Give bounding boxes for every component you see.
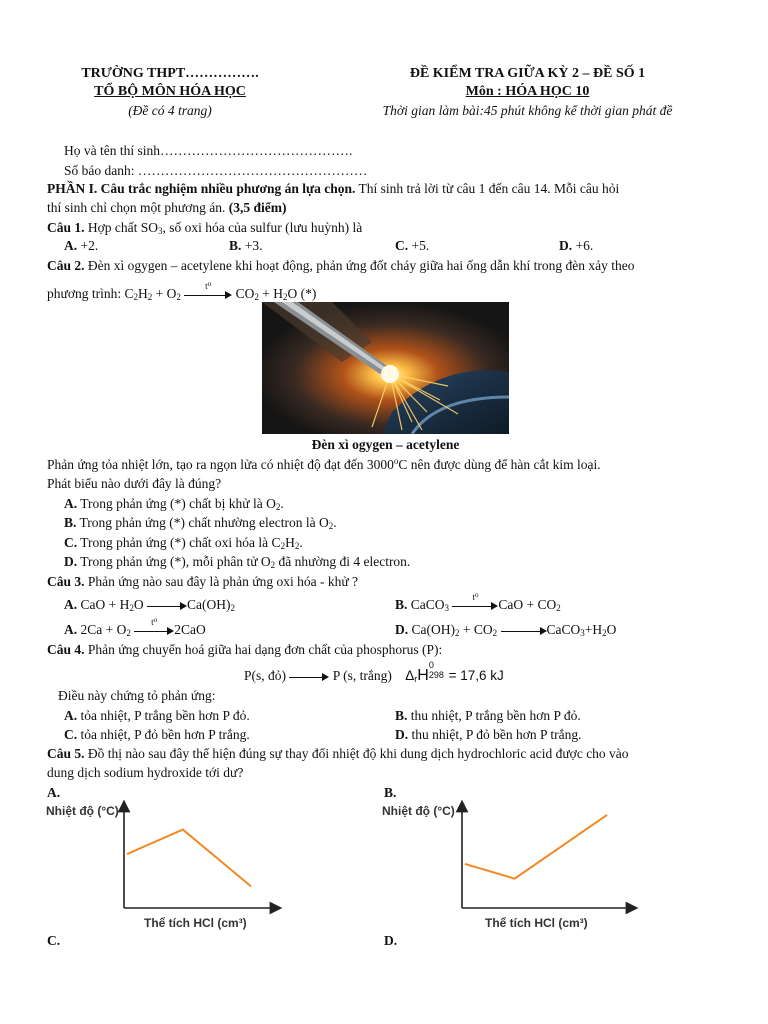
exam-title: ĐỀ KIỂM TRA GIỮA KỲ 2 – ĐỀ SỐ 1 [409,66,646,81]
q5-chart-b[interactable] [380,798,640,933]
school-name: TRƯỜNG THPT……………. [81,66,259,81]
welding-torch-photo [262,302,509,434]
q5-chart-a[interactable] [44,798,284,933]
student-id-line: Số báo danh: …………………………………………… [64,163,368,178]
time-note: Thời gian làm bài:45 phút không kể thời gian phát đề [382,103,673,118]
question-5: Câu 5. Đồ thị nào sau đây thể hiện đúng sự thay đổi nhiệt độ khi dung dịch hydrochloric acid được cho vào [47,746,629,761]
q3-option-c[interactable]: A. $2Ca + O_2$ t⁰ 2CaO [64,616,206,638]
q1-option-b[interactable]: B. +3. [229,238,263,253]
reaction-arrow-icon [147,601,187,611]
q3-option-b[interactable]: B. CaCO$_3$ t⁰ CaO + $CO_2$ [395,591,561,613]
q3-option-a[interactable]: A. CaO + $H_2O$ $Ca(OH)_2$ [64,597,235,613]
y-axis-label: Nhiệt độ (°C) [382,804,455,818]
q4-option-d[interactable]: D. thu nhiệt, P đỏ bền hơn P trắng. [395,727,582,742]
reaction-arrow-icon: t⁰ [452,601,498,611]
q2-option-b[interactable]: B. Trong phản ứng (*) chất nhường electron là $O_2$. [64,515,337,531]
q4-equation: P(s, đỏ) P (s, trắng) $\Delta_rH$ 0 298 = 17,6 kJ [244,660,504,684]
q1-option-a[interactable]: A. +2. [64,238,99,253]
pages-note: (Đề có 4 trang) [128,103,212,118]
q4-option-a[interactable]: A. tỏa nhiệt, P trắng bền hơn P đỏ. [64,708,250,723]
q4-option-c[interactable]: C. tỏa nhiệt, P đỏ bền hơn P trắng. [64,727,250,742]
q5-option-c-label[interactable]: C. [47,933,61,948]
question-3: Câu 3. Phản ứng nào sau đây là phản ứng oxi hóa - khử ? [47,574,359,589]
q2-paragraph-2: Phát biểu nào dưới đây là đúng? [47,476,222,491]
q5-option-a-label[interactable]: A. [47,785,61,800]
part1-heading: PHẦN I. Câu trắc nghiệm nhiều phương án lựa chọn. Thí sinh trả lời từ câu 1 đến câu 14. Mỗi câu hỏi [47,181,620,196]
q1-option-d[interactable]: D. +6. [559,238,594,253]
photo-caption: Đèn xì ogygen – acetylene [311,437,460,452]
part1-heading-line2: thí sinh chỉ chọn một phương án. (3,5 điểm) [47,200,287,215]
department-name: TỔ BỘ MÔN HÓA HỌC [94,84,246,99]
q2-equation: phương trình: $C_2H_2 + O_2$ t⁰ $CO_2 + H_2O$ (*) [47,280,317,302]
q2-option-c[interactable]: C. Trong phản ứng (*) chất oxi hóa là $C_2H_2$. [64,535,303,551]
question-1: Câu 1. Hợp chất $SO_3$, số oxi hóa của sulfur (lưu huỳnh) là [47,220,363,236]
q2-option-a[interactable]: A. Trong phản ứng (*) chất bị khử là $O_2$. [64,496,284,512]
y-axis-label: Nhiệt độ (°C) [46,804,119,818]
temperature-series-line [465,815,607,879]
reaction-arrow-icon [289,672,329,682]
q3-option-d[interactable]: D. $Ca(OH)_2 + CO_2$ $CaCO_3+H_2O$ [395,622,617,638]
x-axis-label: Thể tích HCl (cm³) [144,916,247,930]
question-4: Câu 4. Phản ứng chuyển hoá giữa hai dạng đơn chất của phosphorus (P): [47,642,443,657]
subject-title: Môn : HÓA HỌC 10 [465,84,590,99]
reaction-arrow-icon [501,626,547,636]
q4-option-b[interactable]: B. thu nhiệt, P trắng bền hơn P đỏ. [395,708,581,723]
enthalpy-expression: $\Delta_rH$ 0 298 = 17,6 kJ [405,660,504,684]
q2-option-d[interactable]: D. Trong phản ứng (*), mỗi phân tử $O_2$ đã nhường đi 4 electron. [64,554,411,570]
question-2: Câu 2. Đèn xì ogygen – acetylene khi hoạt động, phản ứng đốt cháy giữa hai ống dẫn khí trong đèn xảy theo [47,258,635,273]
question-5-line2: dung dịch sodium hydroxide tới dư? [47,765,244,780]
q5-option-d-label[interactable]: D. [384,933,398,948]
reaction-arrow-icon: t⁰ [184,290,232,300]
student-name-line: Họ và tên thí sinh……………………………………. [64,143,353,158]
q2-paragraph-1: Phản ứng tỏa nhiệt lớn, tạo ra ngọn lửa có nhiệt độ đạt đến 3000$^o$C nên được dùng để hàn cắt kim loại. [47,456,601,472]
q5-option-b-label[interactable]: B. [384,785,397,800]
temperature-series-line [127,830,251,887]
q1-option-c[interactable]: C. +5. [395,238,430,253]
x-axis-label: Thể tích HCl (cm³) [485,916,588,930]
reaction-arrow-icon: t⁰ [134,626,174,636]
q4-prompt: Điều này chứng tỏ phản ứng: [58,688,216,703]
